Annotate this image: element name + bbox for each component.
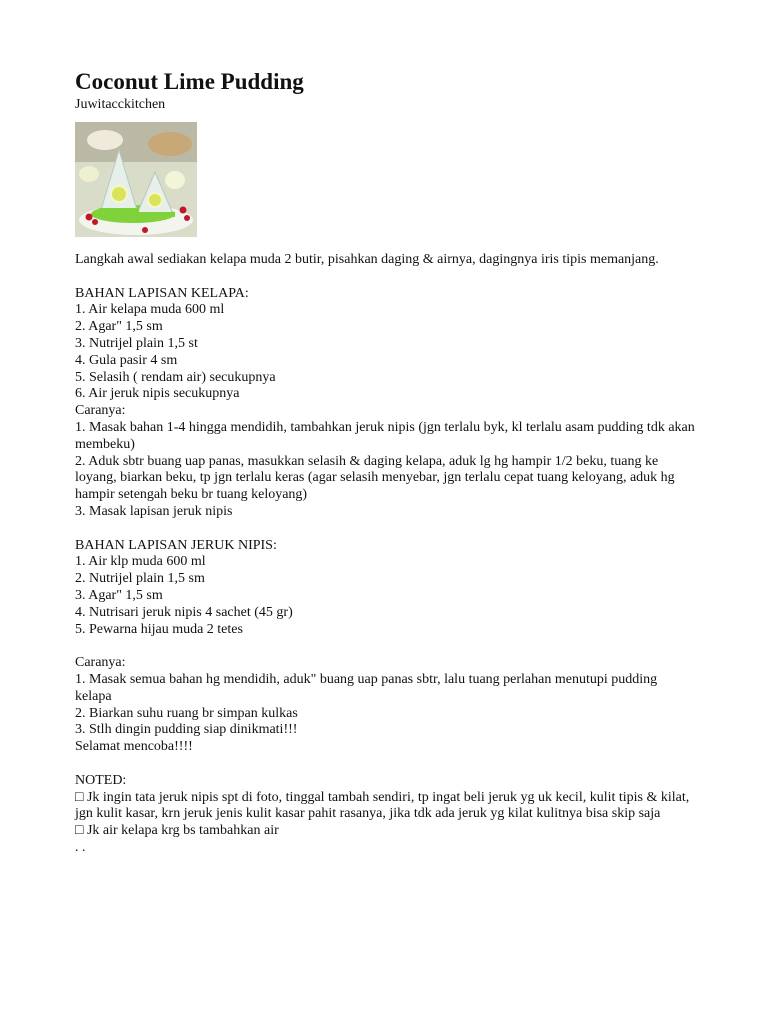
method-step: 2. Biarkan suhu ruang br simpan kulkas — [75, 705, 298, 721]
method-heading: Caranya: — [75, 655, 126, 671]
ingredient-item: 1. Air kelapa muda 600 ml — [75, 302, 225, 318]
method-step: 3. Masak lapisan jeruk nipis — [75, 503, 233, 519]
intro-paragraph: Langkah awal sediakan kelapa muda 2 butir, pisahkan daging & airnya, dagingnya iris tipis memanjang. — [75, 252, 659, 267]
ingredient-item: 5. Pewarna hijau muda 2 tetes — [75, 621, 243, 637]
ingredient-item: 4. Gula pasir 4 sm — [75, 352, 178, 368]
pudding-photo — [75, 122, 197, 237]
method-step: 3. Stlh dingin pudding siap dinikmati!!! — [75, 722, 298, 738]
note-item: □ Jk ingin tata jeruk nipis spt di foto, tinggal tambah sendiri, tp ingat beli jeruk yg uk kecil, kulit tipis & kilat, jgn kulit kasar, krn jeruk jenis kulit kasar pahit rasanya, jika tdk ada jeruk yg kilat kulitnya bisa skip saja — [75, 789, 690, 822]
ingredient-item: 2. Agar" 1,5 sm — [75, 319, 163, 335]
trailing-dots: . . — [75, 839, 86, 855]
notes-heading: NOTED: — [75, 772, 127, 788]
author-name: Juwitacckitchen — [75, 97, 166, 112]
method-step: 2. Aduk sbtr buang uap panas, masukkan selasih & daging kelapa, aduk lg hg hampir 1/2 beku, tuang ke loyang, biarkan beku, tp jgn terlalu keras (agar selasih menyebar, jgn terlalu cepat tuang keloyang, aduk hg hampir setengah beku br tuang keloyang) — [75, 453, 675, 503]
ingredient-item: 5. Selasih ( rendam air) secukupnya — [75, 369, 276, 385]
ingredient-item: 6. Air jeruk nipis secukupnya — [75, 386, 240, 402]
ingredient-item: 2. Nutrijel plain 1,5 sm — [75, 571, 205, 587]
note-item: □ Jk air kelapa krg bs tambahkan air — [75, 823, 279, 839]
ingredient-item: 3. Nutrijel plain 1,5 st — [75, 335, 198, 351]
ingredient-item: 3. Agar" 1,5 sm — [75, 587, 163, 603]
section-heading: BAHAN LAPISAN JERUK NIPIS: — [75, 537, 277, 553]
section-heading: BAHAN LAPISAN KELAPA: — [75, 285, 249, 301]
method-heading: Caranya: — [75, 403, 126, 419]
recipe-body — [75, 252, 695, 857]
ingredient-item: 4. Nutrisari jeruk nipis 4 sachet (45 gr) — [75, 604, 293, 620]
method-step: 1. Masak bahan 1-4 hingga mendidih, tambahkan jeruk nipis (jgn terlalu byk, kl terlalu asam pudding tdk akan membeku) — [75, 419, 695, 452]
closing-line: Selamat mencoba!!!! — [75, 739, 193, 755]
method-step: 1. Masak semua bahan hg mendidih, aduk" buang uap panas sbtr, lalu tuang perlahan menutupi pudding kelapa — [75, 671, 658, 704]
page-title: Coconut Lime Pudding — [75, 69, 304, 94]
ingredient-item: 1. Air klp muda 600 ml — [75, 554, 206, 570]
